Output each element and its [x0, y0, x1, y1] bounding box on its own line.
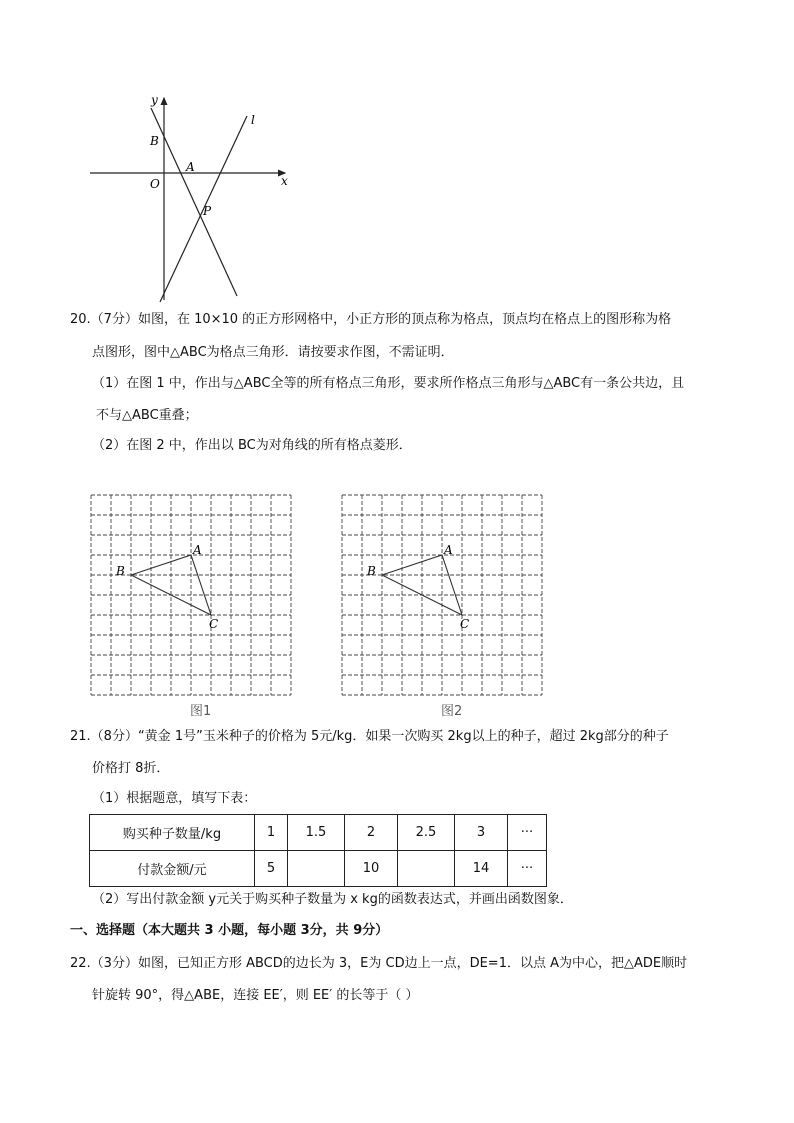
grid-figure-2: [341, 494, 546, 699]
table-cell: ···: [508, 815, 547, 851]
table-cell: 1.5: [288, 815, 345, 851]
label-P: P: [203, 204, 212, 218]
table-row: [90, 851, 547, 887]
label-l: l: [251, 113, 255, 127]
section-heading: 一、选择题（本大题共 3 小题，每小题 3分，共 9分）: [70, 923, 389, 938]
fig2-caption: 图2: [441, 704, 463, 719]
grid1-label-C: C: [209, 617, 219, 631]
grid2-label-C: C: [460, 617, 470, 631]
label-x: x: [281, 174, 288, 188]
q22-line1: 22.（3分）如图，已知正方形 ABCD的边长为 3，E为 CD边上一点，DE=1．以点 A为中心，把△ADE顺时: [70, 956, 688, 971]
q22-line2: 针旋转 90°，得△ABE，连接 EE′，则 EE′ 的长等于（ ）: [92, 988, 419, 1003]
price-table: [89, 814, 547, 887]
table-cell: ···: [508, 851, 547, 887]
q21-part2: （2）写出付款金额 y元关于购买种子数量为 x kg的函数表达式，并画出函数图象．: [92, 892, 573, 907]
table-header-quantity: 购买种子数量/kg: [90, 815, 255, 851]
q21-line1: 21.（8分）“黄金 1号”玉米种子的价格为 5元/kg．如果一次购买 2kg以上的种子，超过 2kg部分的种子: [70, 729, 669, 744]
label-B: B: [150, 134, 159, 148]
label-y: y: [151, 93, 158, 107]
table-cell: 3: [455, 815, 508, 851]
table-cell-empty[interactable]: [288, 851, 345, 887]
grid2-label-B: B: [367, 564, 376, 578]
q20-line1: 20.（7分）如图，在 10×10 的正方形网格中，小正方形的顶点称为格点，顶点均在格点上的图形称为格: [70, 312, 672, 327]
table-row: [90, 815, 547, 851]
q21-line2: 价格打 8折．: [92, 761, 170, 776]
table-cell: 2: [345, 815, 398, 851]
label-A: A: [186, 160, 195, 174]
fig1-caption: 图1: [190, 704, 212, 719]
table-cell: 1: [255, 815, 288, 851]
grid-figure-1: [90, 494, 295, 699]
table-cell: 5: [255, 851, 288, 887]
table-header-payment: 付款金额/元: [90, 851, 255, 887]
q20-part2: （2）在图 2 中，作出以 BC为对角线的所有格点菱形．: [92, 438, 412, 453]
q20-part1-line2: 不与△ABC重叠；: [96, 408, 198, 423]
q20-part1-line1: （1）在图 1 中，作出与△ABC全等的所有格点三角形，要求所作格点三角形与△ABC有一条公共边，且: [92, 376, 685, 391]
grid1-label-B: B: [116, 564, 125, 578]
q19-figure: [85, 88, 300, 308]
table-cell-empty[interactable]: [398, 851, 455, 887]
q20-line2: 点图形，图中△ABC为格点三角形．请按要求作图，不需证明．: [92, 345, 454, 360]
grid2-label-A: A: [444, 543, 453, 557]
table-cell: 2.5: [398, 815, 455, 851]
table-cell: 10: [345, 851, 398, 887]
label-O: O: [150, 177, 160, 191]
grid1-label-A: A: [193, 543, 202, 557]
table-cell: 14: [455, 851, 508, 887]
q21-part1: （1）根据题意，填写下表：: [92, 791, 257, 806]
